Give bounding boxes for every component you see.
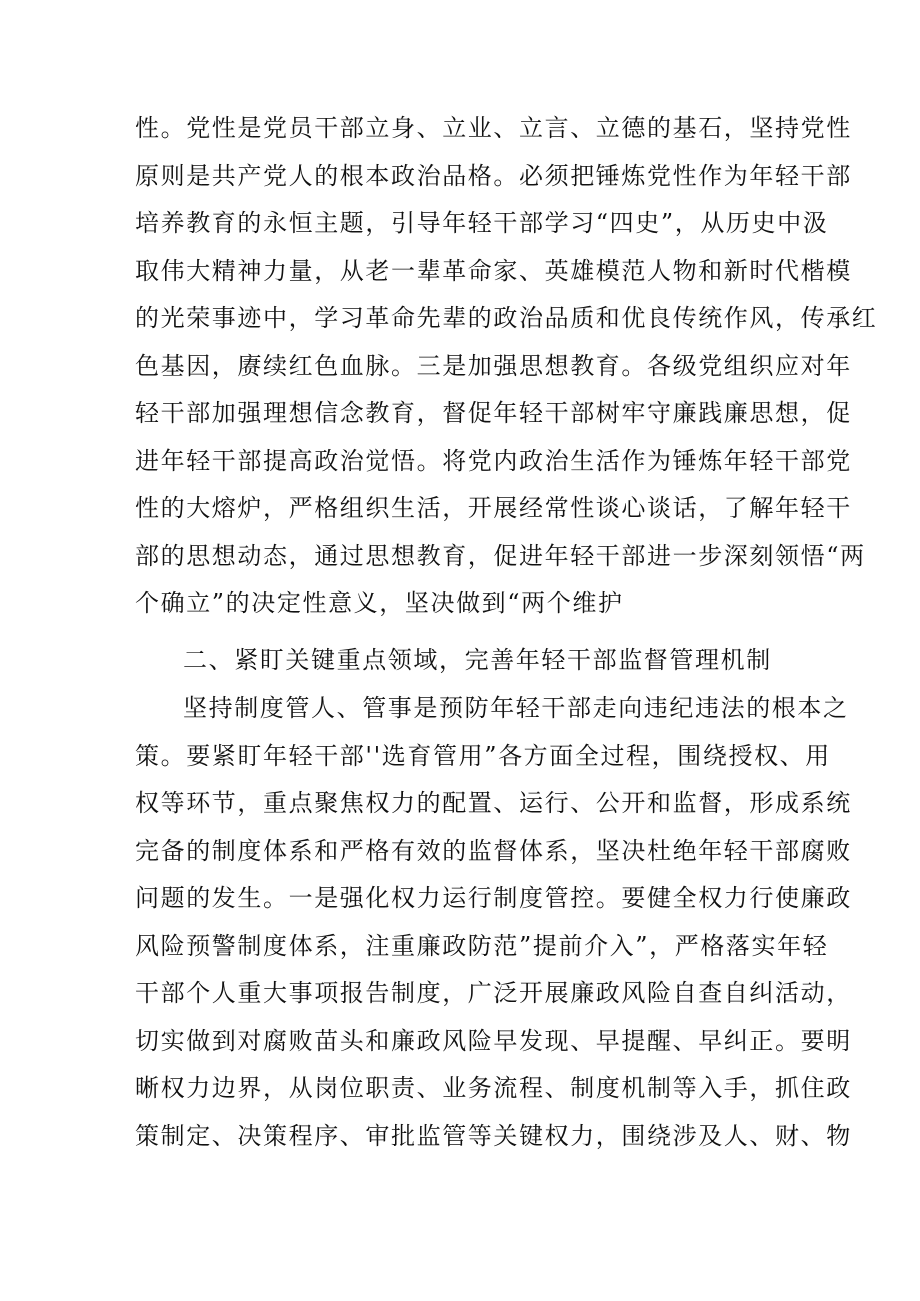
paragraph-line-last: 个确立”的决定性意义，坚决做到“两个维护 xyxy=(135,589,624,617)
paragraph-line: 性。党性是党员干部立身、立业、立言、立德的基石，坚持党性 xyxy=(135,114,852,142)
paragraph-line: 问题的发生。一是强化权力运行制度管控。要健全权力行使廉政 xyxy=(135,884,852,912)
paragraph-line: 性的大熔炉，严格组织生活，开展经常性谈心谈话，了解年轻干 xyxy=(135,494,852,522)
paragraph-line: 原则是共产党人的根本政治品格。必须把锤炼党性作为年轻干部 xyxy=(135,161,852,190)
paragraph-line: 取伟大精神力量，从老一辈革命家、英雄模范人物和新时代楷模 xyxy=(135,256,852,285)
paragraph-line: 轻干部加强理想信念教育，督促年轻干部树牢守廉践廉思想，促 xyxy=(135,399,852,427)
paragraph-line: 的光荣事迹中，学习革命先辈的政治品质和优良传统作风，传承红 xyxy=(135,304,878,332)
section-heading xyxy=(135,637,790,685)
paragraph-line: 进年轻干部提高政治觉悟。将党内政治生活作为锤炼年轻干部党 xyxy=(135,446,852,475)
paragraph-line: 策。要紧盯年轻干部''选育管用”各方面全过程，围绕授权、用 xyxy=(135,741,831,770)
paragraph-line: 切实做到对腐败苗头和廉政风险早发现、早提醒、早纠正。要明 xyxy=(135,1026,852,1055)
body-paragraph-2 xyxy=(135,685,852,1160)
paragraph-line: 干部个人重大事项报告制度，广泛开展廉政风险自查自纠活动， xyxy=(135,979,852,1007)
paragraph-line: 风险预警制度体系，注重廉政防范”提前介入”，严格落实年轻 xyxy=(135,931,829,960)
paragraph-line: 色基因，赓续红色血脉。三是加强思想教育。各级党组织应对年 xyxy=(135,351,852,380)
paragraph-line: 策制定、决策程序、审批监管等关键权力，围绕涉及人、财、物 xyxy=(135,1121,852,1150)
paragraph-line: 权等环节，重点聚焦权力的配置、运行、公开和监督，形成系统 xyxy=(135,789,852,817)
paragraph-line: 培养教育的永恒主题，引导年轻干部学习“四史”，从历史中汲 xyxy=(135,209,829,237)
paragraph-first-line: 坚持制度管人、管事是预防年轻干部走向违纪违法的根本之 xyxy=(183,694,849,722)
paragraph-line: 部的思想动态，通过思想教育，促进年轻干部进一步深刻领悟“两 xyxy=(135,541,866,570)
section-heading-text: 二、紧盯关键重点领域，完善年轻干部监督管理机制 xyxy=(183,646,772,674)
body-paragraph-1 xyxy=(135,105,878,628)
paragraph-line: 完备的制度体系和严格有效的监督体系，坚决杜绝年轻干部腐败 xyxy=(135,836,852,865)
paragraph-line: 晰权力边界，从岗位职责、业务流程、制度机制等入手，抓住政 xyxy=(135,1074,852,1102)
